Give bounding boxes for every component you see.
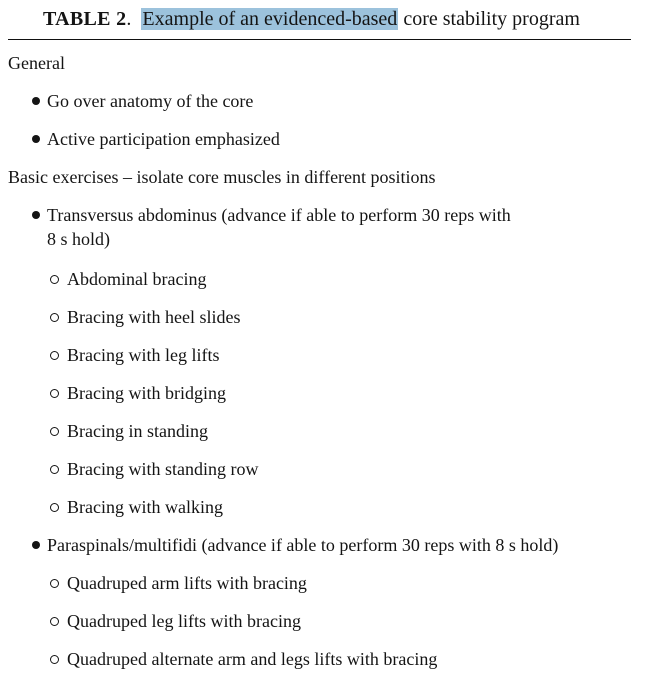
list-item [30,89,253,113]
list-item-paraspinals [30,533,558,557]
sub-list-item [48,647,437,671]
list-item-text-continued: 8 s hold) [47,229,110,249]
sub-list-item [48,267,206,291]
hollow-bullet-icon [48,609,67,633]
sub-list-item-text: Quadruped arm lifts with bracing [67,573,307,593]
hollow-bullet-icon [48,305,67,329]
sub-list-item [48,571,307,595]
list-item-transversus [30,203,511,251]
sub-list-item-text: Bracing with bridging [67,383,226,403]
table-title [43,5,580,33]
section-heading-basic-exercises: Basic exercises – isolate core muscles in different positions [8,167,436,187]
bullet-icon [30,203,47,227]
sub-list-item-text: Quadruped leg lifts with bracing [67,611,301,631]
hollow-bullet-icon [48,267,67,291]
title-separator: . [126,8,132,30]
list-item-text: Paraspinals/multifidi (advance if able to perform 30 reps with 8 s hold) [47,535,559,555]
hollow-bullet-icon [48,381,67,405]
sub-list-item-text: Bracing with standing row [67,459,259,479]
bullet-icon [30,89,47,113]
bullet-icon [30,127,47,151]
title-rest-text: core stability program [403,8,580,30]
sub-list-item-text: Bracing with leg lifts [67,345,220,365]
sub-list-item [48,343,219,367]
sub-list-item [48,495,223,519]
sub-list-item [48,419,208,443]
list-item-text: Active participation emphasized [47,129,280,149]
title-divider [8,39,631,40]
hollow-bullet-icon [48,343,67,367]
sub-list-item-text: Bracing with walking [67,497,223,517]
sub-list-item-text: Abdominal bracing [67,269,207,289]
highlighted-title-text[interactable]: Example of an evidenced-based [142,8,398,30]
sub-list-item-text: Bracing in standing [67,421,208,441]
list-item-text: Go over anatomy of the core [47,91,254,111]
hollow-bullet-icon [48,419,67,443]
sub-list-item-text: Quadruped alternate arm and legs lifts with bracing [67,649,438,669]
hollow-bullet-icon [48,571,67,595]
list-item [30,127,280,151]
table-label: TABLE 2 [43,8,127,30]
list-item-text: Transversus abdominus (advance if able to perform 30 reps with [47,205,511,225]
sub-list-item [48,457,258,481]
hollow-bullet-icon [48,457,67,481]
section-heading-general: General [8,53,65,73]
hollow-bullet-icon [48,647,67,671]
sub-list-item [48,305,240,329]
sub-list-item [48,381,226,405]
hollow-bullet-icon [48,495,67,519]
sub-list-item-text: Bracing with heel slides [67,307,241,327]
bullet-icon [30,533,47,557]
sub-list-item [48,609,301,633]
